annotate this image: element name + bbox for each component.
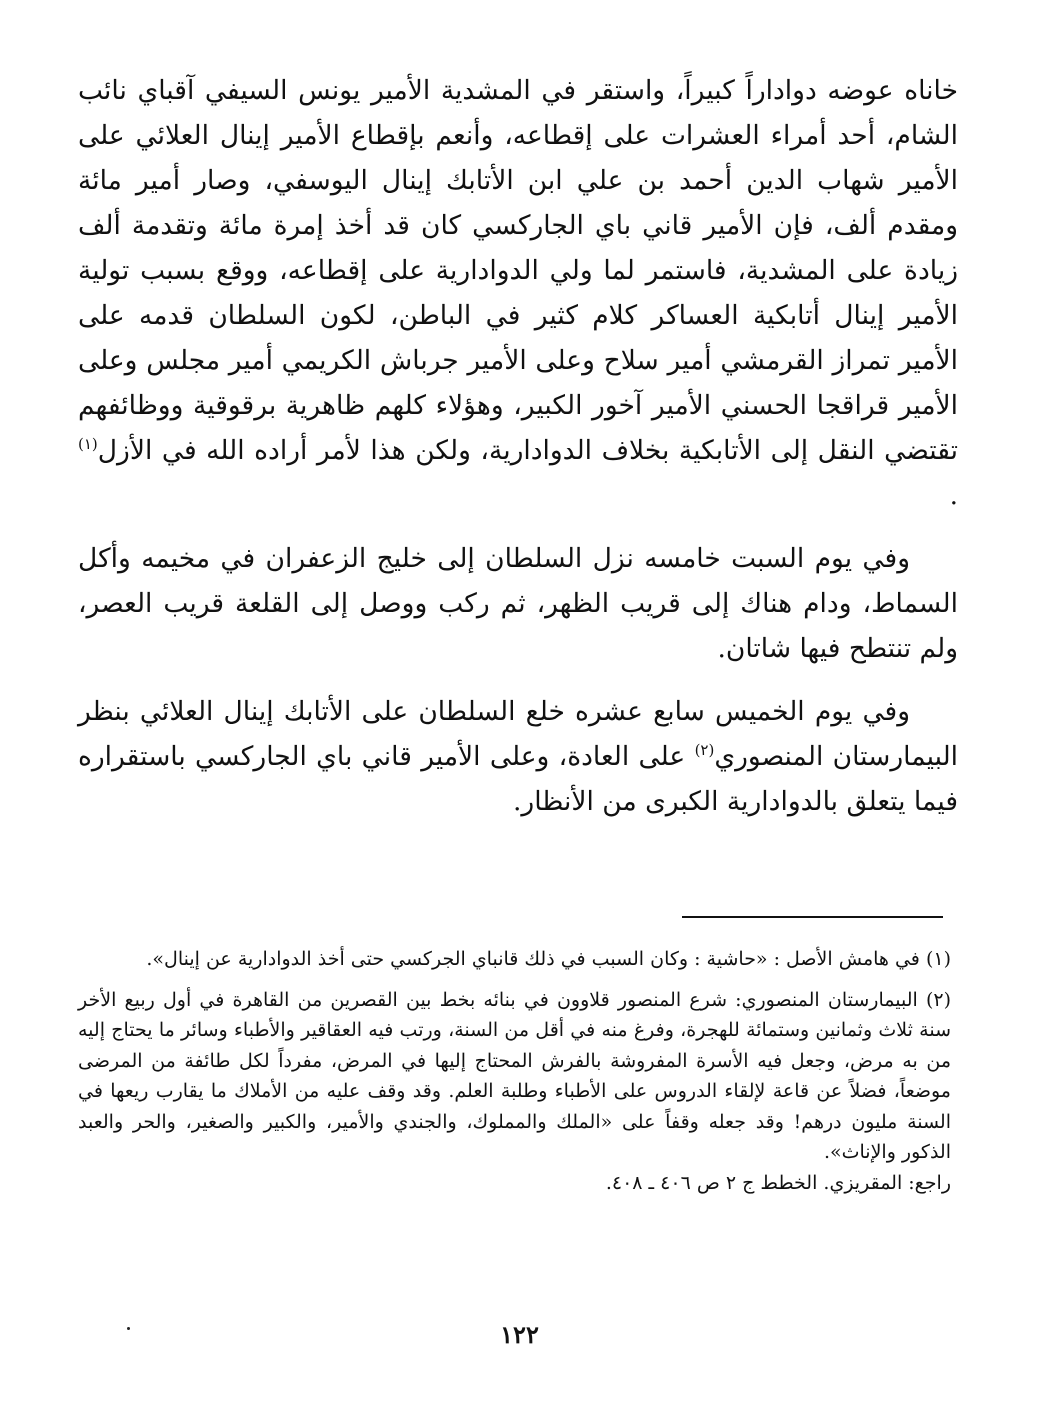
footnote-separator (682, 916, 943, 918)
paragraph-2: وفي يوم السبت خامسه نزل السلطان إلى خليج الزعفران في مخيمه وأكل السماط، ودام هناك إلى قريب الظهر، ثم ركب ووصل إلى القلعة قريب العصر، ولم تنتطح فيها شاتان. (78, 543, 958, 664)
page-number: ١٢٢ (500, 1320, 539, 1349)
footnote-1-text: في هامش الأصل : «حاشية : وكان السبب في ذلك قانباي الجركسي حتى أخذ الدوادارية عن إينال». (146, 948, 926, 970)
paragraph-3-text-a: وفي يوم الخميس سابع عشره خلع السلطان على الأتابك إينال العلائي بنظر البيمارستان المنصوري (78, 696, 959, 772)
paragraph-1-text: خاناه عوضه دواداراً كبيراً، واستقر في المشدية الأمير يونس السيفي آقباي نائب الشام، أحد أمراء العشرات على إقطاعه، وأنعم بإقطاع الأمير إينال العلائي على الأمير شهاب الدين أحمد بن علي ابن الأتابك إينال اليوسفي، وصار أمير مائة ومقدم ألف، فإن الأمير قاني باي الجاركسي كان قد أخذ إمرة مائة وتقدمة ألف زيادة على المشدية، فاستمر لما ولي الدوادارية على إقطاعه، ووقع بسبب تولية الأمير إينال أتابكية العساكر كلام كثير في الباطن، لكون السلطان قدمه على الأمير تمراز القرمشي أمير سلاح وعلى الأمير جرباش الكريمي أمير مجلس وعلى الأمير قراقجا الحسني الأمير آخور الكبير، وهؤلاء كلهم ظاهرية برقوقية ووظائفهم تقتضي النقل إلى الأتابكية بخلاف الدوادارية، ولكن هذا لأمر أراده الله في الأزل (78, 75, 958, 466)
footnote-ref-2: (٢) (694, 741, 715, 760)
footnote-2-text: البيمارستان المنصوري: شرع المنصور قلاوون في بنائه بخط بين القصرين من القاهرة في أول ربيع الأخر سنة ثلاث وثمانين وستمائة للهجرة، وفرغ منه في أقل من السنة، ورتب فيه العقاقير والأطباء وسائر ما يحتاج إليه من به مرض، وجعل فيه الأسرة المفروشة بالفرش المحتاج إليها في المرض، مفرداً لكل طائفة من المرضى موضعاً، فضلاً عن قاعة لإلقاء الدروس على الأطباء وطلبة العلم. وقد وقف عليه من الأملاك ما يقارب ريعها في السنة مليون درهم! وقد جعله وقفاً على «الملك والمملوك، والجندي والأمير، والكبير والصغير، والحر والعبد الذكور والإناث». (78, 988, 951, 1163)
paragraph-1 (78, 68, 958, 518)
main-text (78, 68, 958, 824)
footnote-2-reference: راجع: المقريزي. الخطط ج ٢ ص ٤٠٦ ـ ٤٠٨. (605, 1171, 951, 1194)
paragraph-3-text-b: على العادة، وعلى الأمير قاني باي الجاركسي باستقراره فيما يتعلق بالدوادارية الكبرى من الأنظار. (78, 741, 958, 817)
footnote-1 (78, 944, 951, 975)
paragraph-3 (78, 689, 958, 824)
footnote-ref-1: (١) (78, 435, 98, 454)
footnote-2 (78, 985, 951, 1199)
footnotes (78, 944, 951, 1198)
footnote-1-number: (١) (925, 948, 951, 970)
paragraph-1-end: . (949, 480, 958, 511)
footnote-2-number: (٢) (925, 988, 951, 1011)
